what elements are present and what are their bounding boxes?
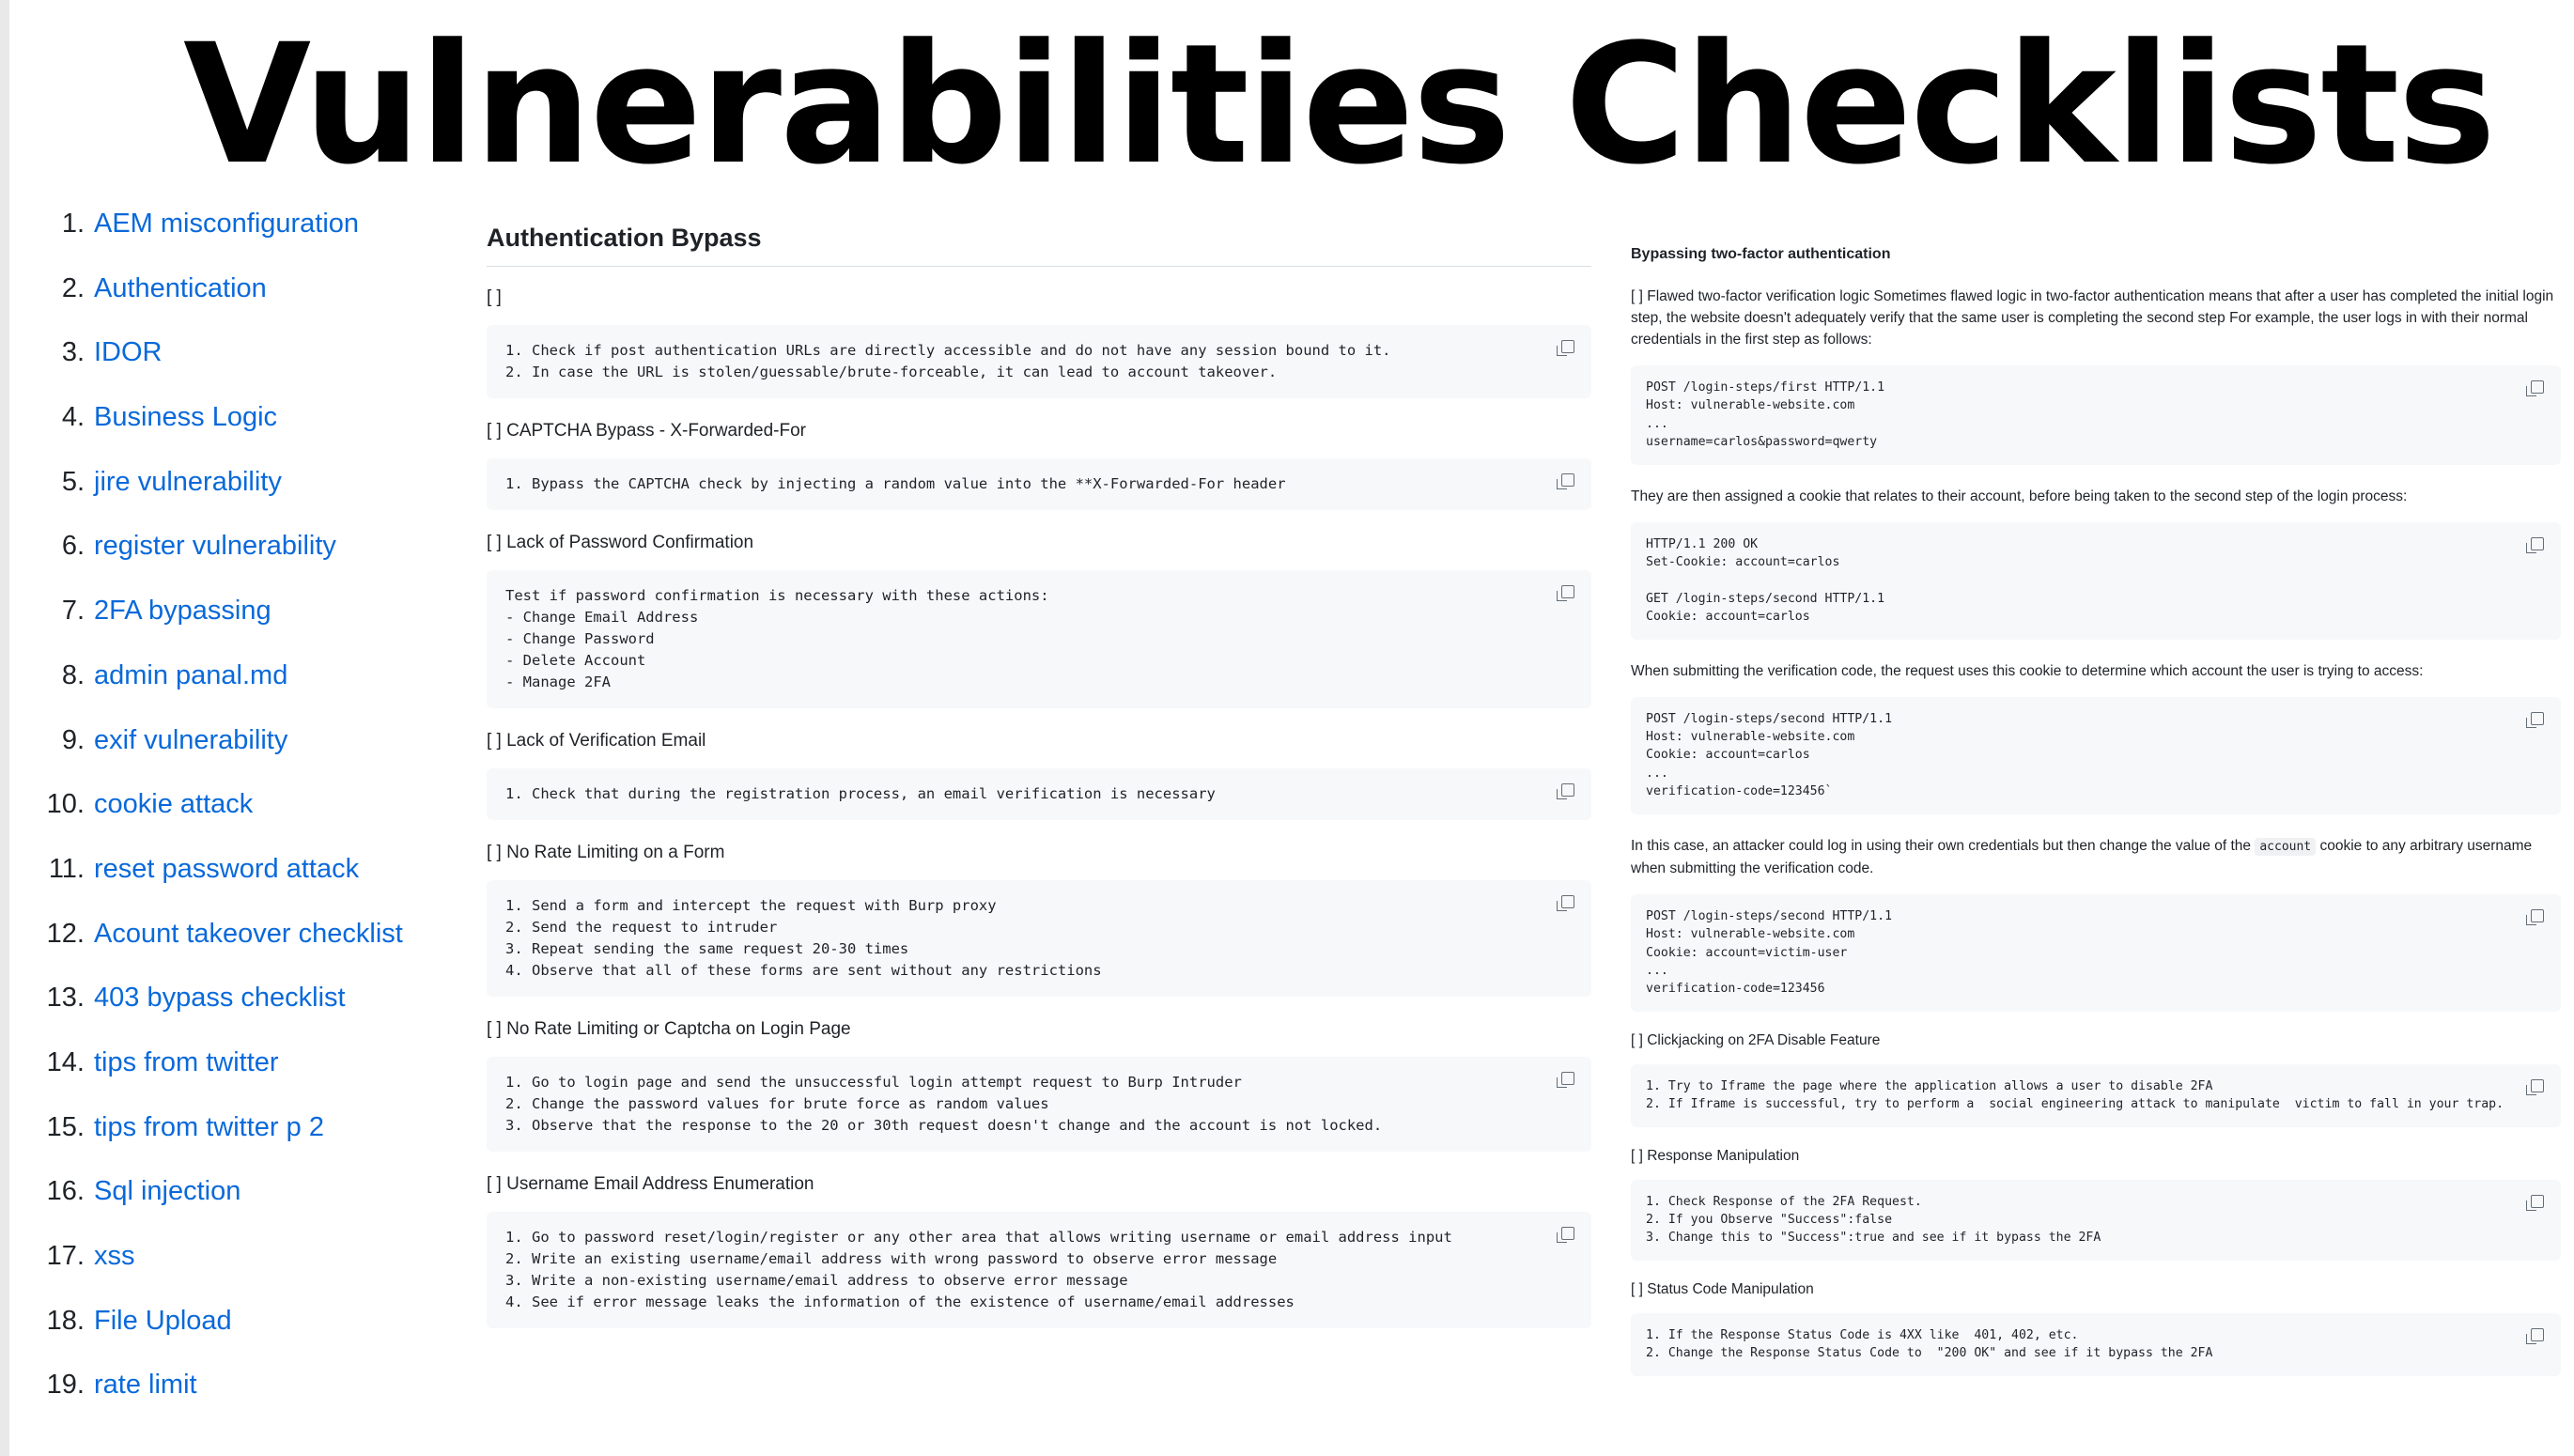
item-number: 9. xyxy=(61,724,85,755)
code-block xyxy=(487,768,1591,820)
toc-link[interactable]: AEM misconfiguration xyxy=(94,209,360,239)
code-text: 1. Check Response of the 2FA Request. 2. If you Observe "Success":false 3. Change this to "Success":true and see if it bypass the 2FA xyxy=(1646,1194,2101,1246)
code-text: 1. Send a form and intercept the request with Burp proxy 2. Send the request to intruder 3. Repeat sending the same request 20-30 times 4. Observe that all of these forms are sent without any restrictions xyxy=(505,897,1102,979)
toc-link[interactable]: 2FA bypassing xyxy=(94,596,271,627)
list-item xyxy=(28,1112,423,1177)
paragraph: They are then assigned a cookie that relates to their account, before being taken to the second step of the login process: xyxy=(1631,488,2408,504)
list-item xyxy=(28,919,423,984)
code-block xyxy=(487,458,1591,510)
toc-link[interactable]: 403 bypass checklist xyxy=(94,983,346,1014)
item-number: 18. xyxy=(46,1305,85,1336)
list-item xyxy=(28,1370,423,1434)
copy-icon[interactable] xyxy=(1561,783,1574,797)
paragraph-text: In this case, an attacker could log in using their own credentials but then change the value of the xyxy=(1631,837,2252,854)
item-title: [ ] Lack of Password Confirmation xyxy=(487,533,754,552)
toc-link[interactable]: admin panal.md xyxy=(94,659,288,690)
copy-icon[interactable] xyxy=(2531,712,2544,725)
list-item xyxy=(28,854,423,919)
copy-icon[interactable] xyxy=(2531,1079,2544,1092)
copy-icon[interactable] xyxy=(1561,585,1574,598)
toc-link[interactable]: IDOR xyxy=(94,337,163,368)
code-block xyxy=(1631,894,2561,1012)
list-item xyxy=(28,1306,423,1371)
item-number: 11. xyxy=(48,853,85,884)
copy-icon[interactable] xyxy=(1561,340,1574,353)
toc-link[interactable]: exif vulnerability xyxy=(94,724,288,755)
list-item xyxy=(28,789,423,854)
checklist-item xyxy=(487,843,1591,997)
item-number: 14. xyxy=(46,1046,85,1077)
code-text: 1. Bypass the CAPTCHA check by injecting a random value into the **X-Forwarded-For header xyxy=(505,475,1286,492)
code-text: 1. Try to Iframe the page where the application allows a user to disable 2FA 2. If Iframe is successful, try to perform a social engineering attack to manipulate victim to fall in your trap. xyxy=(1646,1078,2504,1112)
item-number: 15. xyxy=(46,1111,85,1142)
paragraph-text: cookie to any arbitrary username when submitting the verification code. xyxy=(1631,837,2533,876)
section-heading: Bypassing two-factor authentication xyxy=(1631,246,1891,262)
intro-paragraph: [ ] Flawed two-factor verification logic Sometimes flawed logic in two-factor authentication means that after a user has completed the initial login step, the website doesn't adequately verify that the same user is completing the second step For example, the user logs in with their normal credentials in the first step as follows: xyxy=(1631,288,2554,348)
code-text: POST /login-steps/second HTTP/1.1 Host: vulnerable-website.com Cookie: account=carlos ... verification-code=123456` xyxy=(1646,711,1893,799)
code-text: 1. Check that during the registration process, an email verification is necessary xyxy=(505,785,1216,802)
checklist-item xyxy=(487,1019,1591,1152)
paragraph xyxy=(1631,835,2561,879)
item-number: 4. xyxy=(61,402,85,433)
code-block xyxy=(1631,365,2561,465)
code-block xyxy=(487,570,1591,708)
list-item xyxy=(28,1047,423,1112)
code-block xyxy=(1631,1064,2561,1127)
item-title: [ ] Lack of Verification Email xyxy=(487,731,706,751)
checklist-item xyxy=(487,421,1591,510)
checklist-item xyxy=(1631,1148,2561,1261)
code-text: 1. Go to password reset/login/register or any other area that allows writing username or email address input 2. Write an existing username/email address with wrong password to observe error message 3. Write a non-existing username/email address to observe error message 4. See if error message leaks the information of the existence of username/email addresses xyxy=(505,1229,1452,1310)
copy-icon[interactable] xyxy=(1561,895,1574,908)
item-number: 3. xyxy=(61,337,85,368)
list-item xyxy=(28,1241,423,1306)
toc-link[interactable]: tips from twitter xyxy=(94,1046,279,1077)
code-text: Test if password confirmation is necessary with these actions: - Change Email Address - Change Password - Delete Account - Manage 2FA xyxy=(505,587,1049,690)
code-text: 1. Go to login page and send the unsuccessful login attempt request to Burp Intruder 2. Change the password values for brute force as random values 3. Observe that the response to the 20 or 30th request doesn't change and the account is not locked. xyxy=(505,1074,1383,1134)
copy-icon[interactable] xyxy=(2531,1195,2544,1208)
toc-link[interactable]: Acount takeover checklist xyxy=(94,918,403,949)
list-item xyxy=(28,337,423,402)
checklist-item xyxy=(487,1174,1591,1328)
toc-link[interactable]: File Upload xyxy=(94,1305,232,1336)
copy-icon[interactable] xyxy=(1561,1072,1574,1085)
item-title: [ ] Status Code Manipulation xyxy=(1631,1280,1814,1297)
code-text: 1. If the Response Status Code is 4XX like 401, 402, etc. 2. Change the Response Status Code to "200 OK" and see if it bypass the 2FA xyxy=(1646,1327,2213,1361)
copy-icon[interactable] xyxy=(1561,473,1574,487)
code-block xyxy=(1631,697,2561,814)
two-factor-bypass-section xyxy=(1631,246,2561,1397)
list-item xyxy=(28,725,423,790)
code-text: 1. Check if post authentication URLs are directly accessible and do not have any session bound to it. 2. In case the URL is stolen/guessable/brute-forceable, it can lead to account takeover. xyxy=(505,342,1391,380)
item-title: [ ] CAPTCHA Bypass - X-Forwarded-For xyxy=(487,421,806,441)
item-number: 16. xyxy=(46,1176,85,1207)
checklist-item xyxy=(1631,1032,2561,1127)
item-title: [ ] xyxy=(487,287,502,307)
item-title: [ ] Response Manipulation xyxy=(1631,1147,1800,1164)
list-item xyxy=(28,467,423,532)
checklist-item xyxy=(1631,1281,2561,1376)
paragraph: When submitting the verification code, the request uses this cookie to determine which account the user is trying to access: xyxy=(1631,662,2424,679)
item-number: 19. xyxy=(46,1370,85,1401)
code-block xyxy=(1631,1313,2561,1376)
item-title: [ ] No Rate Limiting on a Form xyxy=(487,843,725,862)
copy-icon[interactable] xyxy=(1561,1227,1574,1240)
list-item xyxy=(28,273,423,338)
copy-icon[interactable] xyxy=(2531,380,2544,394)
item-title: [ ] Username Email Address Enumeration xyxy=(487,1174,814,1194)
code-block xyxy=(1631,1180,2561,1261)
toc-link[interactable]: Authentication xyxy=(94,272,267,303)
item-number: 8. xyxy=(61,659,85,690)
list-item xyxy=(28,1176,423,1241)
item-number: 17. xyxy=(46,1241,85,1271)
item-number: 12. xyxy=(46,918,85,949)
item-number: 1. xyxy=(61,209,85,239)
code-text: HTTP/1.1 200 OK Set-Cookie: account=carlos GET /login-steps/second HTTP/1.1 Cookie: account=carlos xyxy=(1646,536,1885,625)
code-block xyxy=(1631,522,2561,640)
toc-link[interactable]: cookie attack xyxy=(94,789,254,820)
toc-link[interactable]: reset password attack xyxy=(94,853,360,884)
item-number: 10. xyxy=(46,789,85,820)
code-block xyxy=(487,880,1591,997)
code-block xyxy=(487,1212,1591,1328)
toc-link[interactable]: Sql injection xyxy=(94,1176,241,1207)
copy-icon[interactable] xyxy=(2531,909,2544,922)
left-border xyxy=(0,0,9,1456)
toc-link[interactable]: tips from twitter p 2 xyxy=(94,1111,324,1142)
list-item xyxy=(28,209,423,273)
item-number: 7. xyxy=(61,596,85,627)
checklist-item xyxy=(487,533,1591,708)
checklist-index xyxy=(28,209,423,1434)
copy-icon[interactable] xyxy=(2531,1328,2544,1341)
toc-link[interactable]: jire vulnerability xyxy=(94,466,282,497)
item-number: 5. xyxy=(61,466,85,497)
toc-link[interactable]: rate limit xyxy=(94,1370,197,1401)
section-heading: Authentication Bypass xyxy=(487,224,1591,267)
code-text: POST /login-steps/first HTTP/1.1 Host: vulnerable-website.com ... username=carlos&password=qwerty xyxy=(1646,380,1885,450)
item-number: 13. xyxy=(46,983,85,1014)
toc-link[interactable]: Business Logic xyxy=(94,402,278,433)
list-item xyxy=(28,596,423,660)
code-block xyxy=(487,325,1591,398)
authentication-bypass-section xyxy=(487,224,1591,1351)
list-item xyxy=(28,660,423,725)
inline-code: account xyxy=(2255,838,2316,856)
item-title: [ ] Clickjacking on 2FA Disable Feature xyxy=(1631,1031,1881,1048)
item-title: [ ] No Rate Limiting or Captcha on Login Page xyxy=(487,1019,851,1039)
page-title: Vulnerabilities Checklists xyxy=(183,8,2495,201)
code-block xyxy=(487,1057,1591,1152)
code-text: POST /login-steps/second HTTP/1.1 Host: vulnerable-website.com Cookie: account=victim-user ... verification-code=123456 xyxy=(1646,908,1893,997)
checklist-item xyxy=(487,731,1591,820)
list-item xyxy=(28,402,423,467)
copy-icon[interactable] xyxy=(2531,537,2544,550)
list-item xyxy=(28,983,423,1047)
checklist-item xyxy=(487,287,1591,398)
item-number: 6. xyxy=(61,531,85,562)
item-number: 2. xyxy=(61,272,85,303)
toc-link[interactable]: xss xyxy=(94,1241,135,1271)
toc-link[interactable]: register vulnerability xyxy=(94,531,336,562)
list-item xyxy=(28,531,423,596)
